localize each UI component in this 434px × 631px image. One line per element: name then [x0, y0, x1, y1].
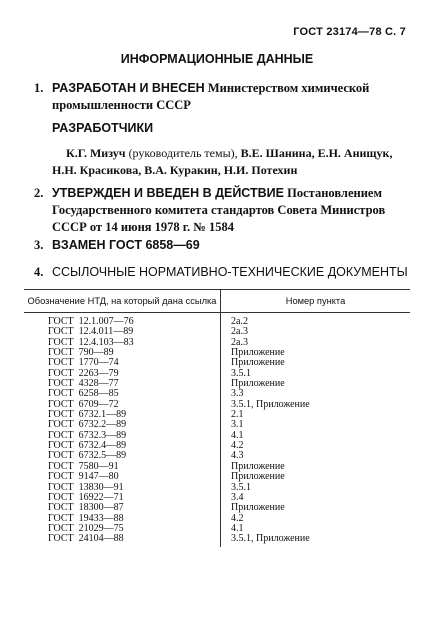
clause-number: 3.5.1, Приложение: [231, 533, 310, 545]
section-number: 4.: [34, 265, 44, 279]
document-designation: ГОСТ 6732.1—89: [24, 410, 221, 420]
table-row: [24, 503, 410, 513]
developer-names: В.Е. Шанина, Е.Н. Анищук, Н.Н. Красикова, В.А. Куракин, Н.И. Потехин: [52, 146, 393, 177]
clause-number: 2а.3: [231, 326, 248, 338]
document-designation: ГОСТ 6258—85: [24, 389, 221, 399]
clause-number: 4.2: [231, 440, 244, 452]
document-designation: ГОСТ 6732.4—89: [24, 441, 221, 451]
section-4: [34, 264, 410, 281]
clause-number: 4.1: [231, 429, 244, 441]
document-designation: ГОСТ 6732.5—89: [24, 451, 221, 461]
column-header-document: Обозначение НТД, на который дана ссылка: [24, 290, 221, 313]
developer-lead-name: К.Г. Мизуч: [66, 146, 126, 160]
clause-number: 3.1: [231, 419, 244, 431]
clause-number: 2а.2: [231, 316, 248, 327]
section-2: [34, 185, 410, 236]
document-designation: ГОСТ 12.4.103—83: [24, 338, 221, 348]
section-lead: ССЫЛОЧНЫЕ НОРМАТИВНО-ТЕХНИЧЕСКИЕ ДОКУМЕНТЫ: [52, 265, 408, 279]
section-number: 3.: [34, 238, 44, 252]
document-designation: ГОСТ 24104—88: [24, 534, 221, 546]
clause-number: 3.3: [231, 388, 244, 400]
document-designation: ГОСТ 6732.3—89: [24, 431, 221, 441]
clause-number: 3.5.1: [231, 367, 251, 379]
document-designation: ГОСТ 21029—75: [24, 524, 221, 534]
section-number: 1.: [34, 81, 44, 95]
document-designation: ГОСТ 4328—77: [24, 379, 221, 389]
document-designation: ГОСТ 13830—91: [24, 483, 221, 493]
clause-number: Приложение: [231, 502, 285, 514]
table-row: [24, 472, 410, 482]
developers-list: [52, 145, 410, 179]
clause-number: Приложение: [231, 471, 285, 483]
document-designation: ГОСТ 2263—79: [24, 369, 221, 379]
clause-number: Приложение: [231, 460, 285, 472]
section-1: [34, 80, 410, 114]
developers-heading: РАЗРАБОТЧИКИ: [52, 121, 154, 135]
developer-lead-role: (руководитель темы),: [128, 146, 238, 160]
document-designation: ГОСТ 12.1.007—76: [24, 313, 221, 328]
document-designation: ГОСТ 1770—74: [24, 358, 221, 368]
column-header-clause: Номер пункта: [221, 290, 411, 313]
document-designation: ГОСТ 7580—91: [24, 462, 221, 472]
clause-number: 4.1: [231, 522, 244, 534]
table-row: [24, 313, 410, 328]
table-body: [24, 313, 410, 547]
clause-number: 2.1: [231, 409, 244, 421]
document-designation: ГОСТ 790—89: [24, 348, 221, 358]
clause-number: 3.4: [231, 491, 244, 503]
clause-number: Приложение: [231, 357, 285, 369]
document-designation: ГОСТ 6709—72: [24, 400, 221, 410]
table-header-row: [24, 290, 410, 313]
page-header: ГОСТ 23174—78 С. 7: [293, 26, 406, 38]
clause-number: 3.5.1, Приложение: [231, 398, 310, 410]
section-lead: УТВЕРЖДЕН И ВВЕДЕН В ДЕЙСТВИЕ: [52, 186, 285, 200]
section-number: 2.: [34, 186, 44, 200]
document-title: ИНФОРМАЦИОННЫЕ ДАННЫЕ: [120, 52, 314, 66]
clause-number: Приложение: [231, 378, 285, 390]
document-designation: ГОСТ 19433—88: [24, 514, 221, 524]
references-table: [24, 289, 410, 547]
clause-number: 2а.3: [231, 336, 248, 348]
clause-number: 3.5.1: [231, 481, 251, 493]
section-text: Министерством химической промышленности СССР: [52, 81, 370, 112]
document-designation: ГОСТ 9147—80: [24, 472, 221, 482]
clause-number: 4.3: [231, 450, 244, 462]
clause-number: Приложение: [231, 347, 285, 359]
document-designation: ГОСТ 18300—87: [24, 503, 221, 513]
document-designation: ГОСТ 6732.2—89: [24, 420, 221, 430]
section-text: Постановлением Государственного комитета стандартов Совета Министров СССР от 14 июня 1978 г. № 1584: [52, 186, 386, 234]
document-designation: ГОСТ 16922—71: [24, 493, 221, 503]
section-lead: РАЗРАБОТАН И ВНЕСЕН: [52, 81, 205, 95]
table-row: [24, 534, 410, 546]
section-lead: ВЗАМЕН ГОСТ 6858—69: [52, 238, 200, 252]
document-designation: ГОСТ 12.4.011—89: [24, 327, 221, 337]
section-3: [34, 237, 410, 254]
clause-number: 4.2: [231, 512, 244, 524]
